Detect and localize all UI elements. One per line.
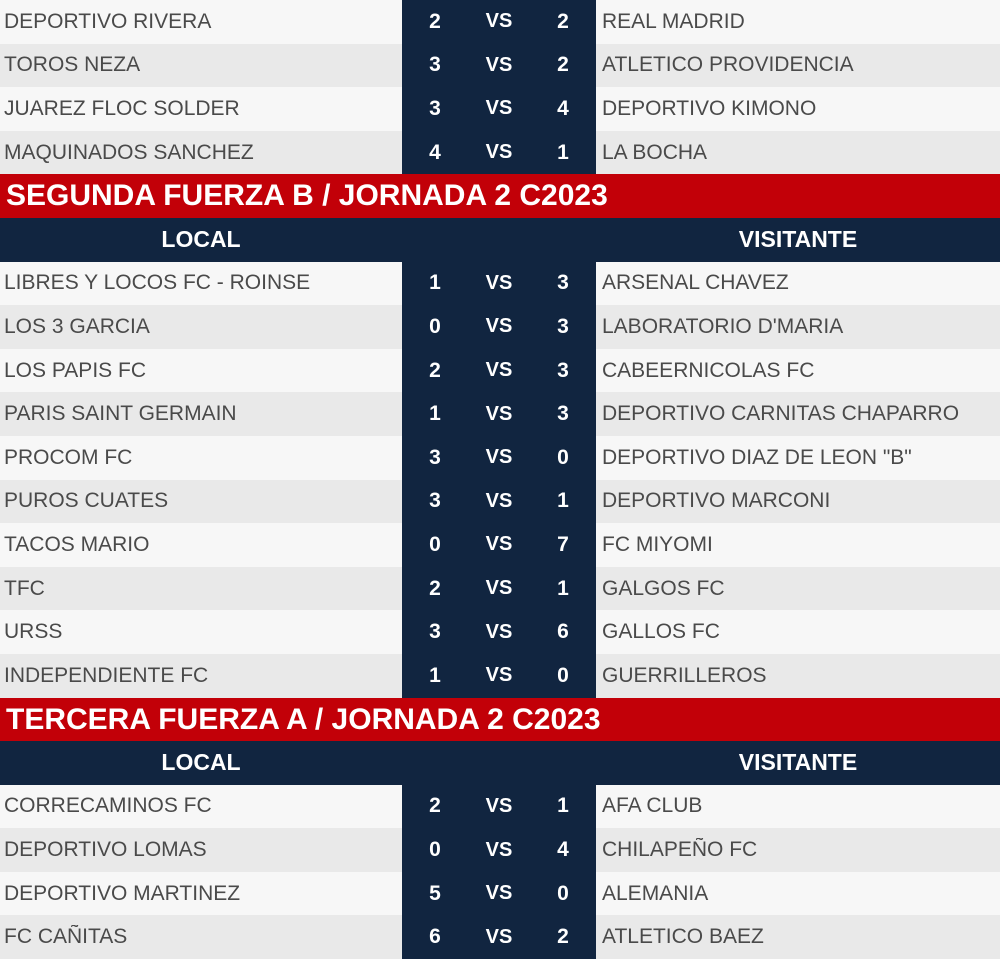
- visitor-score: 1: [557, 794, 569, 818]
- score-block: [402, 872, 596, 916]
- match-row: [0, 828, 1000, 872]
- vs-label: VS: [485, 882, 513, 905]
- visitor-team: LABORATORIO D'MARIA: [602, 314, 844, 338]
- match-row: [0, 305, 1000, 349]
- local-score: 1: [429, 402, 441, 426]
- local-team: FC CAÑITAS: [4, 925, 128, 949]
- visitor-team: ATLETICO BAEZ: [602, 925, 764, 949]
- visitor-team: GALGOS FC: [602, 576, 725, 600]
- vs-label: VS: [485, 10, 513, 33]
- visitor-score: 7: [557, 532, 569, 556]
- match-row: [0, 567, 1000, 611]
- visitor-team: CHILAPEÑO FC: [602, 838, 758, 862]
- score-block: [402, 87, 596, 131]
- local-score: 1: [429, 663, 441, 687]
- local-team: PUROS CUATES: [4, 489, 169, 513]
- match-row: [0, 523, 1000, 567]
- local-column-label: LOCAL: [161, 749, 241, 776]
- section-title: SEGUNDA FUERZA B / JORNADA 2 C2023: [0, 174, 1000, 218]
- visitor-team: GALLOS FC: [602, 620, 720, 644]
- score-block: [402, 785, 596, 829]
- visitor-team: ALEMANIA: [602, 881, 709, 905]
- score-block: [402, 915, 596, 959]
- vs-label: VS: [485, 359, 513, 382]
- local-score: 0: [429, 838, 441, 862]
- vs-label: VS: [485, 925, 513, 948]
- visitor-score: 2: [557, 9, 569, 33]
- score-block: [402, 349, 596, 393]
- score-block: [402, 0, 596, 44]
- visitor-score: 2: [557, 53, 569, 77]
- local-team: TOROS NEZA: [4, 53, 141, 77]
- local-team: DEPORTIVO MARTINEZ: [4, 881, 241, 905]
- local-score: 0: [429, 532, 441, 556]
- local-team: INDEPENDIENTE FC: [4, 663, 209, 687]
- score-block: [402, 480, 596, 524]
- visitor-score: 4: [557, 96, 569, 120]
- local-team: CORRECAMINOS FC: [4, 794, 212, 818]
- visitor-team: ARSENAL CHAVEZ: [602, 271, 789, 295]
- match-row: [0, 87, 1000, 131]
- visitor-score: 4: [557, 838, 569, 862]
- match-row: [0, 44, 1000, 88]
- visitor-column-label: VISITANTE: [738, 226, 858, 253]
- score-block: [402, 523, 596, 567]
- visitor-team: LA BOCHA: [602, 140, 708, 164]
- score-block: [402, 436, 596, 480]
- visitor-score: 3: [557, 314, 569, 338]
- local-team: LIBRES Y LOCOS FC - ROINSE: [4, 271, 311, 295]
- visitor-score: 0: [557, 881, 569, 905]
- match-row: [0, 654, 1000, 698]
- match-row: [0, 262, 1000, 306]
- local-score: 4: [429, 140, 441, 164]
- match-row: [0, 785, 1000, 829]
- local-score: 3: [429, 53, 441, 77]
- visitor-score: 1: [557, 140, 569, 164]
- match-row: [0, 131, 1000, 175]
- visitor-team: ATLETICO PROVIDENCIA: [602, 53, 854, 77]
- local-score: 0: [429, 314, 441, 338]
- vs-label: VS: [485, 446, 513, 469]
- match-row: [0, 349, 1000, 393]
- local-score: 3: [429, 96, 441, 120]
- local-team: DEPORTIVO RIVERA: [4, 9, 212, 33]
- vs-label: VS: [485, 315, 513, 338]
- vs-label: VS: [485, 141, 513, 164]
- local-score: 2: [429, 576, 441, 600]
- local-column-label: LOCAL: [161, 226, 241, 253]
- visitor-team: AFA CLUB: [602, 794, 703, 818]
- local-team: JUAREZ FLOC SOLDER: [4, 96, 240, 120]
- visitor-score: 1: [557, 489, 569, 513]
- vs-label: VS: [485, 533, 513, 556]
- match-row: [0, 872, 1000, 916]
- visitor-score: 3: [557, 271, 569, 295]
- visitor-score: 1: [557, 576, 569, 600]
- visitor-score: 0: [557, 445, 569, 469]
- local-score: 2: [429, 9, 441, 33]
- score-block: [402, 392, 596, 436]
- local-team: URSS: [4, 620, 63, 644]
- section-title: TERCERA FUERZA A / JORNADA 2 C2023: [0, 698, 1000, 742]
- match-row: [0, 0, 1000, 44]
- score-block: [402, 654, 596, 698]
- local-score: 3: [429, 445, 441, 469]
- visitor-team: DEPORTIVO CARNITAS CHAPARRO: [602, 402, 960, 426]
- score-block: [402, 610, 596, 654]
- visitor-team: DEPORTIVO DIAZ DE LEON "B": [602, 445, 912, 469]
- visitor-team: CABEERNICOLAS FC: [602, 358, 815, 382]
- local-score: 6: [429, 925, 441, 949]
- vs-label: VS: [485, 577, 513, 600]
- vs-label: VS: [485, 620, 513, 643]
- visitor-team: DEPORTIVO KIMONO: [602, 96, 817, 120]
- vs-label: VS: [485, 402, 513, 425]
- score-block: [402, 44, 596, 88]
- local-team: LOS PAPIS FC: [4, 358, 146, 382]
- visitor-score: 3: [557, 402, 569, 426]
- vs-label: VS: [485, 489, 513, 512]
- local-team: TFC: [4, 576, 45, 600]
- score-block: [402, 828, 596, 872]
- visitor-score: 0: [557, 663, 569, 687]
- column-header: [0, 218, 1000, 262]
- visitor-team: DEPORTIVO MARCONI: [602, 489, 831, 513]
- local-team: TACOS MARIO: [4, 532, 150, 556]
- vs-label: VS: [485, 53, 513, 76]
- local-team: PROCOM FC: [4, 445, 133, 469]
- vs-label: VS: [485, 97, 513, 120]
- match-row: [0, 610, 1000, 654]
- local-team: DEPORTIVO LOMAS: [4, 838, 207, 862]
- local-score: 5: [429, 881, 441, 905]
- match-row: [0, 480, 1000, 524]
- local-score: 3: [429, 489, 441, 513]
- local-team: PARIS SAINT GERMAIN: [4, 402, 237, 426]
- visitor-team: GUERRILLEROS: [602, 663, 767, 687]
- score-block: [402, 305, 596, 349]
- score-block: [402, 131, 596, 175]
- vs-label: VS: [485, 794, 513, 817]
- match-row: [0, 436, 1000, 480]
- local-score: 1: [429, 271, 441, 295]
- visitor-column-label: VISITANTE: [738, 749, 858, 776]
- score-block: [402, 567, 596, 611]
- visitor-score: 2: [557, 925, 569, 949]
- local-team: LOS 3 GARCIA: [4, 314, 150, 338]
- score-block: [402, 262, 596, 306]
- local-team: MAQUINADOS SANCHEZ: [4, 140, 254, 164]
- visitor-team: FC MIYOMI: [602, 532, 713, 556]
- local-score: 3: [429, 620, 441, 644]
- vs-label: VS: [485, 664, 513, 687]
- vs-label: VS: [485, 271, 513, 294]
- visitor-team: REAL MADRID: [602, 9, 745, 33]
- local-score: 2: [429, 358, 441, 382]
- local-score: 2: [429, 794, 441, 818]
- match-row: [0, 915, 1000, 959]
- visitor-score: 3: [557, 358, 569, 382]
- column-header: [0, 741, 1000, 785]
- vs-label: VS: [485, 838, 513, 861]
- match-row: [0, 392, 1000, 436]
- visitor-score: 6: [557, 620, 569, 644]
